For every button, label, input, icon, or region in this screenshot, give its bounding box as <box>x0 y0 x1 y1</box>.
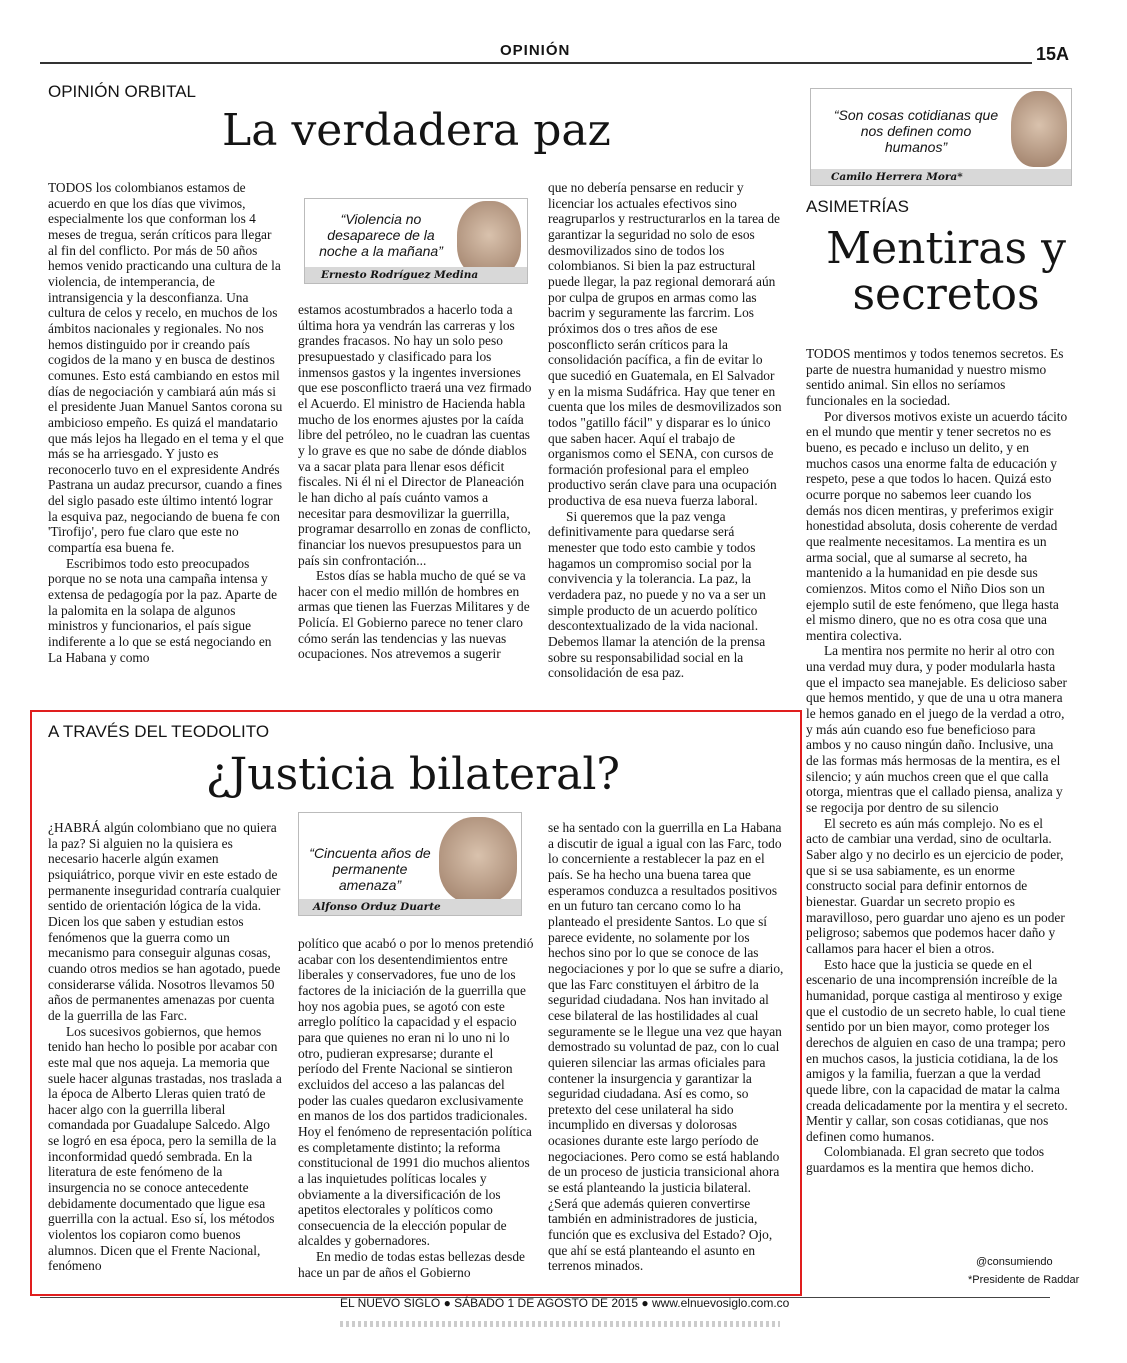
kicker-opinion-orbital: OPINIÓN ORBITAL <box>48 82 196 101</box>
pull-quote-rodriguez <box>304 198 528 284</box>
author-handle: @consumiendo <box>976 1256 1053 1268</box>
kicker-asimetrias: ASIMETRÍAS <box>806 197 909 216</box>
paragraph: Los sucesivos gobiernos, que hemos tenido han hecho lo posible por acabar con este mal que nos aqueja. La memoria que suele hacer algunas trastadas, nos traslada a la época de Alberto Lleras quien trató de hacer algo con la guerrilla liberal comandada por Guadalupe Salcedo. Algo se logró en esa época, pero la semilla de la inconformidad quedó sembrada. En la literatura de este fenómeno de la insurgencia no se conoce antecedente debidamente documentado que ligue esa guerrilla con la actual. Eso sí, los métodos violentos los copiaron como buenos alumnos. Dicen que el Frente Nacional, fenómeno <box>48 1023 282 1274</box>
article3-column-2 <box>298 936 534 1286</box>
article1-column-3 <box>548 180 784 700</box>
article1-column-2 <box>298 302 534 702</box>
article2-column <box>806 346 1068 1240</box>
pull-quote-herrera <box>810 88 1072 186</box>
author-photo <box>457 201 521 277</box>
article1-column-1 <box>48 180 284 700</box>
kicker-teodolito: A TRAVÉS DEL TEODOLITO <box>48 722 270 741</box>
bottom-margin-print <box>340 1321 780 1327</box>
page-number: 15A <box>1036 44 1070 64</box>
headline-mentiras-secretos: Mentiras y secretos <box>826 223 1066 320</box>
section-label: OPINIÓN <box>500 42 571 59</box>
pull-quote-author: Alfonso Orduz Duarte <box>299 899 522 915</box>
pull-quote-text: “Son cosas cotidianas que nos definen como humanos” <box>833 107 999 155</box>
pull-quote-text: “Violencia no desaparece de la noche a la mañana” <box>319 211 443 259</box>
pull-quote-orduz <box>298 812 522 916</box>
paragraph: La mentira nos permite no herir al otro con una verdad muy dura, y poder modularla hasta que el impacto sea manejable. Es delicioso saber que hemos mentido, y que de una u otra manera le hemos ganado en el juego de la verdad a otro, y más aún cuando eso fue beneficioso para ambos y no causo ningún daño. Inclusive, una de las formas más hermosas de la mentira, es el silencio; y aún muchos creen que el que calla otorga, mientras que el callado piensa, analiza y se regocija por dentro de su silencio <box>806 643 1068 816</box>
paragraph: ¿HABRÁ algún colombiano que no quiera la paz? Si alguien no la quisiera es necesario hacerle algún examen psiquiátrico, porque vivir en este estado de permanente inseguridad contraría cualquier sentido de orientación lógica de la vida. Dicen los que saben y estudian estos fenómenos que la guerra como un mecanismo para conseguir algunas cosas, cuando otros medios se han agotado, puede considerarse válida. Nosotros llevamos 50 años de permanentes amenazas por cuenta de la guerrilla de las Farc. <box>48 820 281 1023</box>
paragraph: Estos días se habla mucho de qué se va hacer con el medio millón de hombres en armas que tienen las Fuerzas Militares y de Policía. El Gobierno parece no tener claro cómo serán las tendencias y las nuevas ocupaciones. Nos atrevemos a sugerir <box>298 568 530 662</box>
paragraph: TODOS mentimos y todos tenemos secretos. Es parte de nuestra humanidad y nuestro mismo sentido animal. Sin ellos no seríamos funcionales en la sociedad. <box>806 346 1064 408</box>
author-footnote: *Presidente de Raddar <box>968 1274 1080 1286</box>
pull-quote-text: “Cincuenta años de permanente amenaza” <box>309 845 431 893</box>
paragraph: se ha sentado con la guerrilla en La Habana a discutir de igual a igual con las Farc, todo lo concerniente a restablecer la paz en el país. Se ha hecho una buena tarea que esperamos conduzca a resultados positivos en un futuro tan cercano como lo ha planteado el presidente Santos. Lo que sí parece evidente, no solamente por los hechos sino por lo que se conoce de las negociaciones y por lo que se sufre a diario, que las Farc constituyen el árbitro de la seguridad ciudadana. Nos han invitado al cese bilateral de las hostilidades al cual seguramente se le llegue una vez que hayan demostrado su voluntad de paz, con lo cual quieren silenciar las armas oficiales para contener la insurgencia y garantizar la seguridad ciudadana. Así es como, so pretexto del cese unilateral ha sido incumplido en diversas y dolorosas ocasiones durante este largo período de negociaciones. Pero como se está hablando de un proceso de justicia transicional ahora se está planteando la justicia bilateral. ¿Será que además quieren convertirse también en administradores de justicia, función que es exclusiva del Estado? Ojo, que ahí se está planteando el asunto en terrenos minados. <box>548 820 784 1274</box>
paragraph: que no debería pensarse en reducir y licenciar los actuales efectivos sino reagruparlos y restructurarlos en la tarea de garantizar la seguridad no solo de esos desmovilizados sino de todos los colombianos. Si bien la paz estructural puede llegar, la paz regional demorará aún por culpa de grupos en armas como las bacrim y seguramente las farcrim. Los próximos dos o tres años de ese posconflicto serán críticos para la consolidación pacífica, a fin de evitar lo que sucedió en Guatemala, en El Salvador y en la misma Sudáfrica. Hay que tener en cuenta que los miles de desmovilizados son todos "gatillo fácil" y disparar es lo único que saben hacer. Aquí el trabajo de organismos como el SENA, con cursos de formación profesional para el empleo productivo serán clave para una ocupación productiva de esa nueva fuerza laboral. <box>548 180 782 509</box>
paragraph: estamos acostumbrados a hacerlo toda a última hora ya vendrán las carreras y los grandes fracasos. No hay un solo peso presupuestado y clasificado para los inmensos gastos y la ingentes inversiones que ese posconflicto traerá una vez firmado el Acuerdo. El ministro de Hacienda habla mucho de los enormes ajustes por la caída libre del petróleo, no le cuadran las cuentas y lo grave es que no sabe de dónde diablos va a sacar plata para llenar esos déficit fiscales. Ni él ni el Director de Planeación le han dicho al país cuánto vamos a necesitar para desmovilizar la guerrilla, programar desarrollo en zonas de conflicto, financiar los nuevos presupuestos para un país sin confrontación... <box>298 302 532 568</box>
pull-quote-author: Ernesto Rodríguez Medina <box>305 267 528 283</box>
pull-quote-author: Camilo Herrera Mora* <box>811 169 1072 185</box>
paragraph: Por diversos motivos existe un acuerdo tácito en el mundo que mentir y tener secretos no es bueno, es pecado e incluso un delito, y en muchos casos una enorme falta de educación y respeto, pese a que todos lo hacen. Quizá esto ocurre porque no sabemos leer cuando los demás nos dicen mentiras, y preferimos exigir honestidad absoluta, dosis coherente de verdad que realmente necesitamos. La mentira es un arma social, que al sumarse al secreto, ha mantenido a la humanidad en pie desde sus comienzos. Mitos como el Niño Dios son un ejemplo sutil de este fenómeno, que llega hasta el mismo dinero, que no es otra cosa que una mentira colectiva. <box>806 408 1068 643</box>
paragraph: Escribimos todo esto preocupados porque no se nota una campaña intensa y extensa de pedagogía por la paz. Aparte de la palomita en la solapa de algunos ministros y funcionarios, el país sigue indiferente a lo que se está negociando en La Habana y como <box>48 555 278 665</box>
paragraph: Esto hace que la justicia se quede en el escenario de una incomprensión increíble de la humanidad, porque castiga al mentiroso y exige que el custodio de un secreto hable, lo cual tiene sentido por un bien mayor, como proteger los derechos de alguien en caso de una trampa; pero en muchos casos, la justicia cotidiana, la de los amigos y la familia, fuerzan a que la verdad quede libre, con la capacidad de matar la calma creada delicadamente por la mentira y el secreto. Mentir y callar, son cosas cotidianas, que nos definen como humanos. <box>806 956 1068 1144</box>
author-photo <box>439 817 517 903</box>
paragraph: Colombianada. El gran secreto que todos guardamos es la mentira que hemos dicho. <box>806 1144 1045 1176</box>
footer-text: EL NUEVO SIGLO ● SÁBADO 1 DE AGOSTO DE 2015 ● www.elnuevosiglo.com.co <box>340 1296 790 1310</box>
paragraph: Si queremos que la paz venga definitivamente para quedarse será menester que todo esto cambie y todos hagamos un compromiso social por la convivencia y la tolerancia. La paz, la verdadera paz, no puede y no va a ser un simple producto de un acuerdo político descontextualizado de la vida nacional. Debemos llamar la atención de la prensa sobre su responsabilidad social en la consolidación de esa paz. <box>548 508 766 681</box>
paragraph: El secreto es aún más complejo. No es el acto de cambiar una verdad, sino de ocultarla. Saber algo y no decirlo es un ejercicio de poder, que si se usa sabiamente, es un enorme constructo social para definir entornos de bienestar. Guardar un secreto propio es maravilloso, pero guardar uno ajeno es un poder peligroso; sabemos que podemos hacer daño y callamos para hacer el bien a otros. <box>806 815 1065 956</box>
paragraph: político que acabó o por lo menos pretendió acabar con los desentendimientos entre liberales y conservadores, fue uno de los factores de la iniciación de la guerrilla que hoy nos agobia pues, se agotó con este arreglo político la capacidad y el espacio para que quienes no eran ni lo uno ni lo otro, pudieran expresarse; durante el período del Frente Nacional se sintieron excluidos del acceso a las palancas del poder las cuales quedaron exclusivamente en manos de los dos partidos tradicionales. Hoy el fenómeno de representación política es completamente distinto; la reforma constitucional de 1991 dio muchos alientos a las inquietudes políticas locales y obviamente a la diversificación de los apetitos electorales y políticos como consecuencia de la elección popular de alcaldes y gobernadores. <box>298 936 534 1249</box>
paragraph: TODOS los colombianos estamos de acuerdo en que los días que vivimos, especialmente los que conforman los 4 meses de tregua, serán críticos para llegar al fin del conflicto. Por más de 50 años hemos venido practicando una cultura de la violencia, de intemperancia, de intransigencia y la desconfianza. Una cultura de celos y recelo, en muchos de los ámbitos nacionales y regionales. No nos hemos distinguido por ir creando país cogidos de la mano y en busca de destinos comunes. Esto está cambiando en estos mil días de negociación y cambiará aún más si el presidente Juan Manuel Santos corona su ambicioso empeño. Es quizá el mandatario que más lejos ha llegado en el tema y el que más se ha arriesgado. Y justo es reconocerlo tuvo en el expresidente Andrés Pastrana un audaz precursor, cuando a fines del siglo pasado este último intentó lograr la esquiva paz, negociando de buena fe con 'Tirofijo', pero fue claro que este no compartía esa buena fe. <box>48 180 284 556</box>
paragraph: En medio de todas estas bellezas desde hace un par de años el Gobierno <box>298 1249 525 1280</box>
headline-justicia-bilateral: ¿Justicia bilateral? <box>206 749 621 800</box>
headline-verdadera-paz: La verdadera paz <box>222 105 611 156</box>
article3-column-3 <box>548 820 784 1286</box>
header-rule <box>40 62 1032 64</box>
article3-column-1 <box>48 820 284 1286</box>
author-photo <box>1011 91 1067 167</box>
